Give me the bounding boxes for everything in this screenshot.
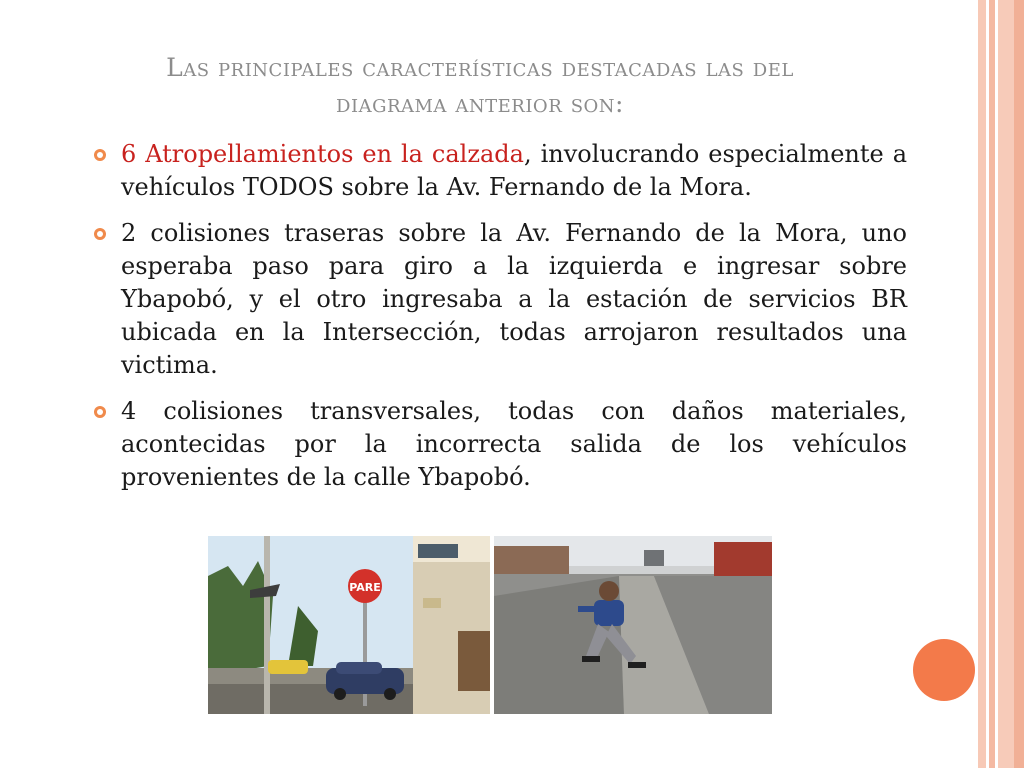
photo-street-corner [208, 536, 490, 714]
slide-title-line-2: diagrama anterior son: [336, 89, 624, 118]
decorative-stripe [978, 0, 986, 768]
bullet-text: , involucrando especialmente a vehículos TODOS sobre la Av. Fernando de la Mora. [121, 140, 907, 201]
bullet-text: 2 colisiones traseras sobre la Av. Fernando de la Mora, uno esperaba paso para giro a la izquierda e ingresar sobre Ybapobó, y el otro ingresaba a la estación de servicios BR ubicada en la Intersección, todas arrojaron resultados una victima. [121, 219, 907, 379]
slide-title [80, 50, 880, 122]
photo-pedestrian-crossing [494, 536, 772, 714]
slide-title-line-1: Las principales características destacadas las del [166, 53, 794, 82]
decorative-stripe [1014, 0, 1024, 768]
bullet-item [94, 138, 907, 204]
bullet-icon [94, 228, 106, 240]
bullet-icon [94, 406, 106, 418]
decorative-stripe [998, 0, 1014, 768]
decorative-circle [913, 639, 975, 701]
bullet-highlight: 6 Atropellamientos en la calzada [121, 140, 524, 168]
bullet-text: 4 colisiones transversales, todas con daños materiales, acontecidas por la incorrecta salida de los vehículos provenientes de la calle Ybapobó. [121, 397, 907, 491]
stop-sign-text: PARE [349, 581, 381, 594]
bullet-item [94, 217, 907, 382]
bullet-icon [94, 149, 106, 161]
bullet-list [94, 138, 907, 507]
bullet-item [94, 395, 907, 494]
